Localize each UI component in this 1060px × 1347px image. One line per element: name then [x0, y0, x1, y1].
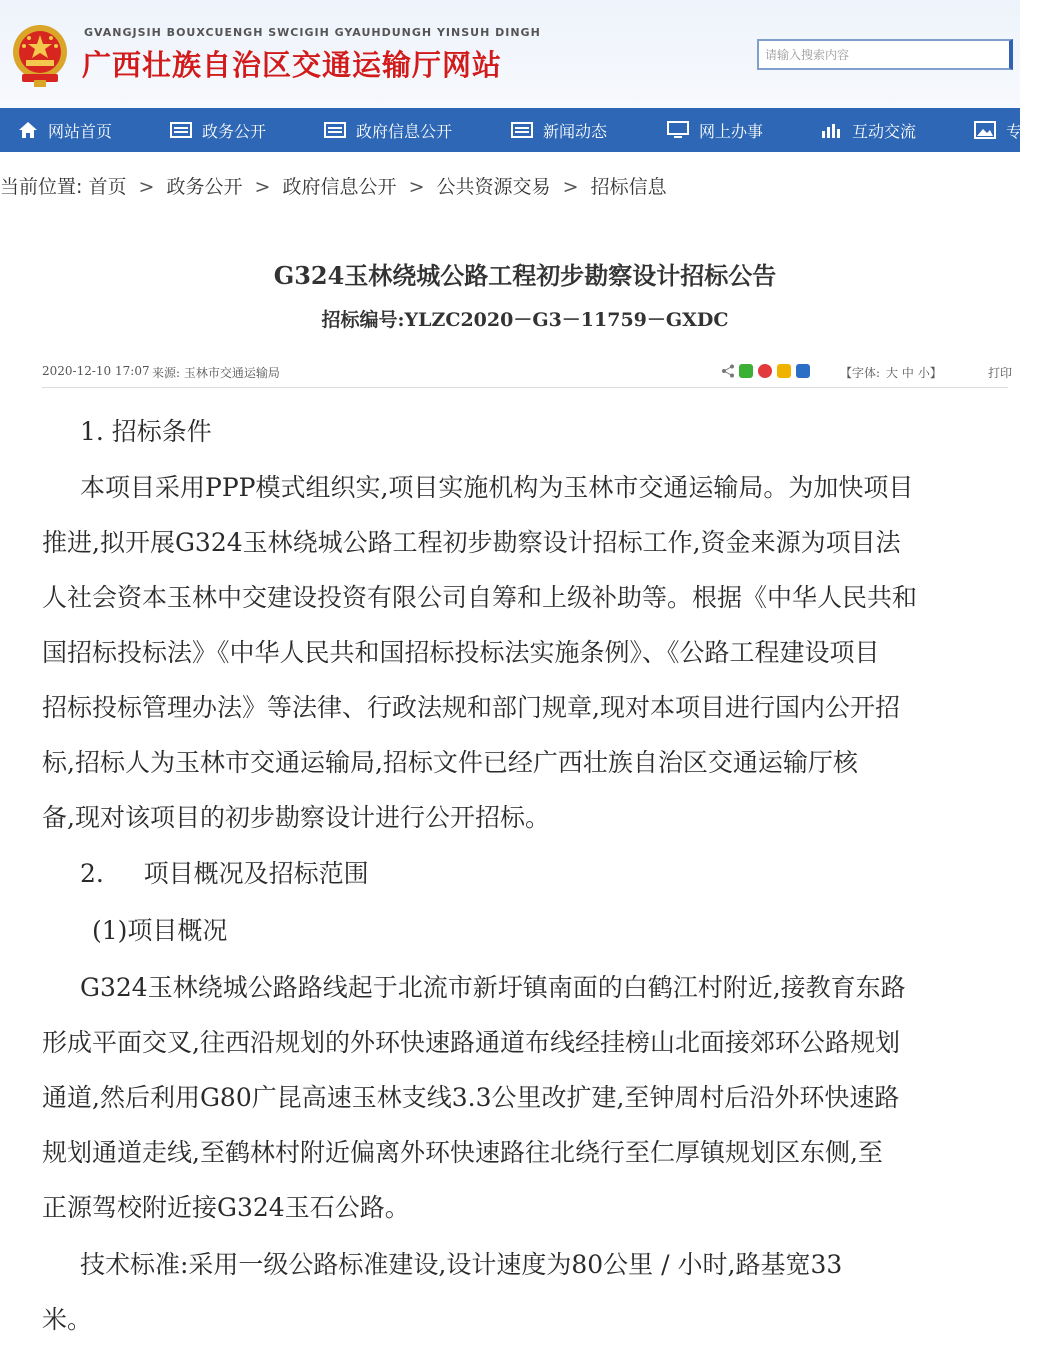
breadcrumb-bidding-info[interactable]: 招标信息: [590, 176, 667, 198]
body-line: 本项目采用PPP模式组织实,项目实施机构为玉林市交通运输局。为加快项目: [80, 473, 914, 502]
site-latin-title: GVANGJSIH BOUXCUENGH SWCIGIH GYAUHDUNGH YINSUH DINGH: [84, 26, 541, 39]
body-line: 备,现对该项目的初步勘察设计进行公开招标。: [42, 803, 550, 832]
qzone-icon[interactable]: [777, 364, 791, 378]
body-line: 技术标准:采用一级公路标准建设,设计速度为80公里 / 小时,路基宽33: [80, 1250, 843, 1279]
home-icon: [18, 121, 38, 139]
nav-item-home[interactable]: [18, 108, 112, 152]
font-large-button[interactable]: 大: [885, 366, 898, 380]
article-source: 来源: 玉林市交通运输局: [152, 366, 280, 380]
subsection-heading: (1)项目概况: [92, 916, 228, 945]
body-line: 标,招标人为玉林市交通运输局,招标文件已经广西壮族自治区交通运输厅核: [42, 748, 858, 777]
search-input[interactable]: [757, 39, 1013, 70]
share-bar: [722, 364, 810, 378]
breadcrumb-separator: >: [562, 176, 579, 198]
body-line: 通道,然后利用G80广昆高速玉林支线3.3公里改扩建,至钟周村后沿外环快速路: [42, 1083, 900, 1112]
font-small-button[interactable]: 小】: [917, 366, 942, 380]
qq-icon[interactable]: [796, 364, 810, 378]
breadcrumb-government-affairs[interactable]: 政务公开: [166, 176, 243, 198]
font-size-selector: [840, 364, 944, 381]
breadcrumb: [0, 172, 1020, 199]
body-line: 规划通道走线,至鹤林村附近偏离外环快速路往北绕行至仁厚镇规划区东侧,至: [42, 1138, 883, 1167]
breadcrumb-gov-info[interactable]: 政府信息公开: [282, 176, 397, 198]
national-emblem-icon: [10, 22, 70, 88]
breadcrumb-separator: >: [138, 176, 155, 198]
article-code: 招标编号:YLZC2020－G3－11759－GXDC: [321, 309, 729, 331]
breadcrumb-prefix: 当前位置:: [0, 176, 83, 198]
meta-divider: [42, 387, 1008, 388]
body-line: 形成平面交叉,往西沿规划的外环快速路通道布线经挂榜山北面接郊环公路规划: [42, 1028, 900, 1057]
nav-item-label: 专: [1006, 121, 1023, 141]
nav-item-label: 新闻动态: [543, 121, 608, 141]
breadcrumb-separator: >: [408, 176, 425, 198]
nav-item-gov-info[interactable]: [324, 108, 452, 152]
nav-item-label: 网站首页: [48, 121, 113, 141]
wechat-icon[interactable]: [739, 364, 753, 378]
chart-icon: [820, 121, 842, 139]
document-icon: [170, 121, 192, 139]
site-title[interactable]: 广西壮族自治区交通运输厅网站: [82, 48, 503, 82]
nav-item-special[interactable]: [974, 108, 1022, 152]
nav-item-interaction[interactable]: [820, 108, 916, 152]
nav-item-label: 网上办事: [699, 121, 764, 141]
body-line: 正源驾校附近接G324玉石公路。: [42, 1193, 410, 1222]
nav-item-label: 互动交流: [852, 121, 917, 141]
main-nav: [0, 108, 1023, 152]
publish-date: 2020-12-10 17:07: [42, 364, 150, 378]
font-size-label: 【字体:: [840, 366, 881, 380]
body-line: 国招标投标法》《中华人民共和国招标投标法实施条例》、《公路工程建设项目: [42, 638, 880, 667]
document-icon: [324, 121, 346, 139]
body-line: G324玉林绕城公路路线起于北流市新圩镇南面的白鹤江村附近,接教育东路: [80, 973, 906, 1002]
document-icon: [511, 121, 533, 139]
nav-item-online-services[interactable]: [667, 108, 763, 152]
site-header: [0, 0, 1020, 108]
monitor-icon: [667, 121, 689, 139]
article-title: G324玉林绕城公路工程初步勘察设计招标公告: [273, 261, 777, 290]
print-button[interactable]: 打印: [987, 366, 1012, 380]
article-body: [42, 404, 1010, 1342]
nav-item-label: 政府信息公开: [356, 121, 453, 141]
breadcrumb-public-resources[interactable]: 公共资源交易: [436, 176, 551, 198]
article-meta: [42, 364, 1012, 384]
section-heading: 1. 招标条件: [80, 417, 212, 446]
share-icon[interactable]: [722, 364, 734, 378]
nav-item-government-affairs[interactable]: [170, 108, 266, 152]
font-medium-button[interactable]: 中: [901, 366, 914, 380]
weibo-icon[interactable]: [758, 364, 772, 378]
image-icon: [974, 121, 996, 139]
section-heading: 2. 项目概况及招标范围: [80, 859, 369, 888]
body-line: 招标投标管理办法》等法律、行政法规和部门规章,现对本项目进行国内公开招: [42, 693, 900, 722]
body-line: 米。: [42, 1305, 93, 1334]
breadcrumb-home[interactable]: 首页: [88, 176, 127, 198]
breadcrumb-separator: >: [254, 176, 271, 198]
body-line: 推进,拟开展G324玉林绕城公路工程初步勘察设计招标工作,资金来源为项目法: [42, 528, 901, 557]
nav-item-label: 政务公开: [202, 121, 267, 141]
nav-item-news[interactable]: [511, 108, 607, 152]
body-line: 人社会资本玉林中交建设投资有限公司自筹和上级补助等。根据《中华人民共和: [42, 583, 918, 612]
